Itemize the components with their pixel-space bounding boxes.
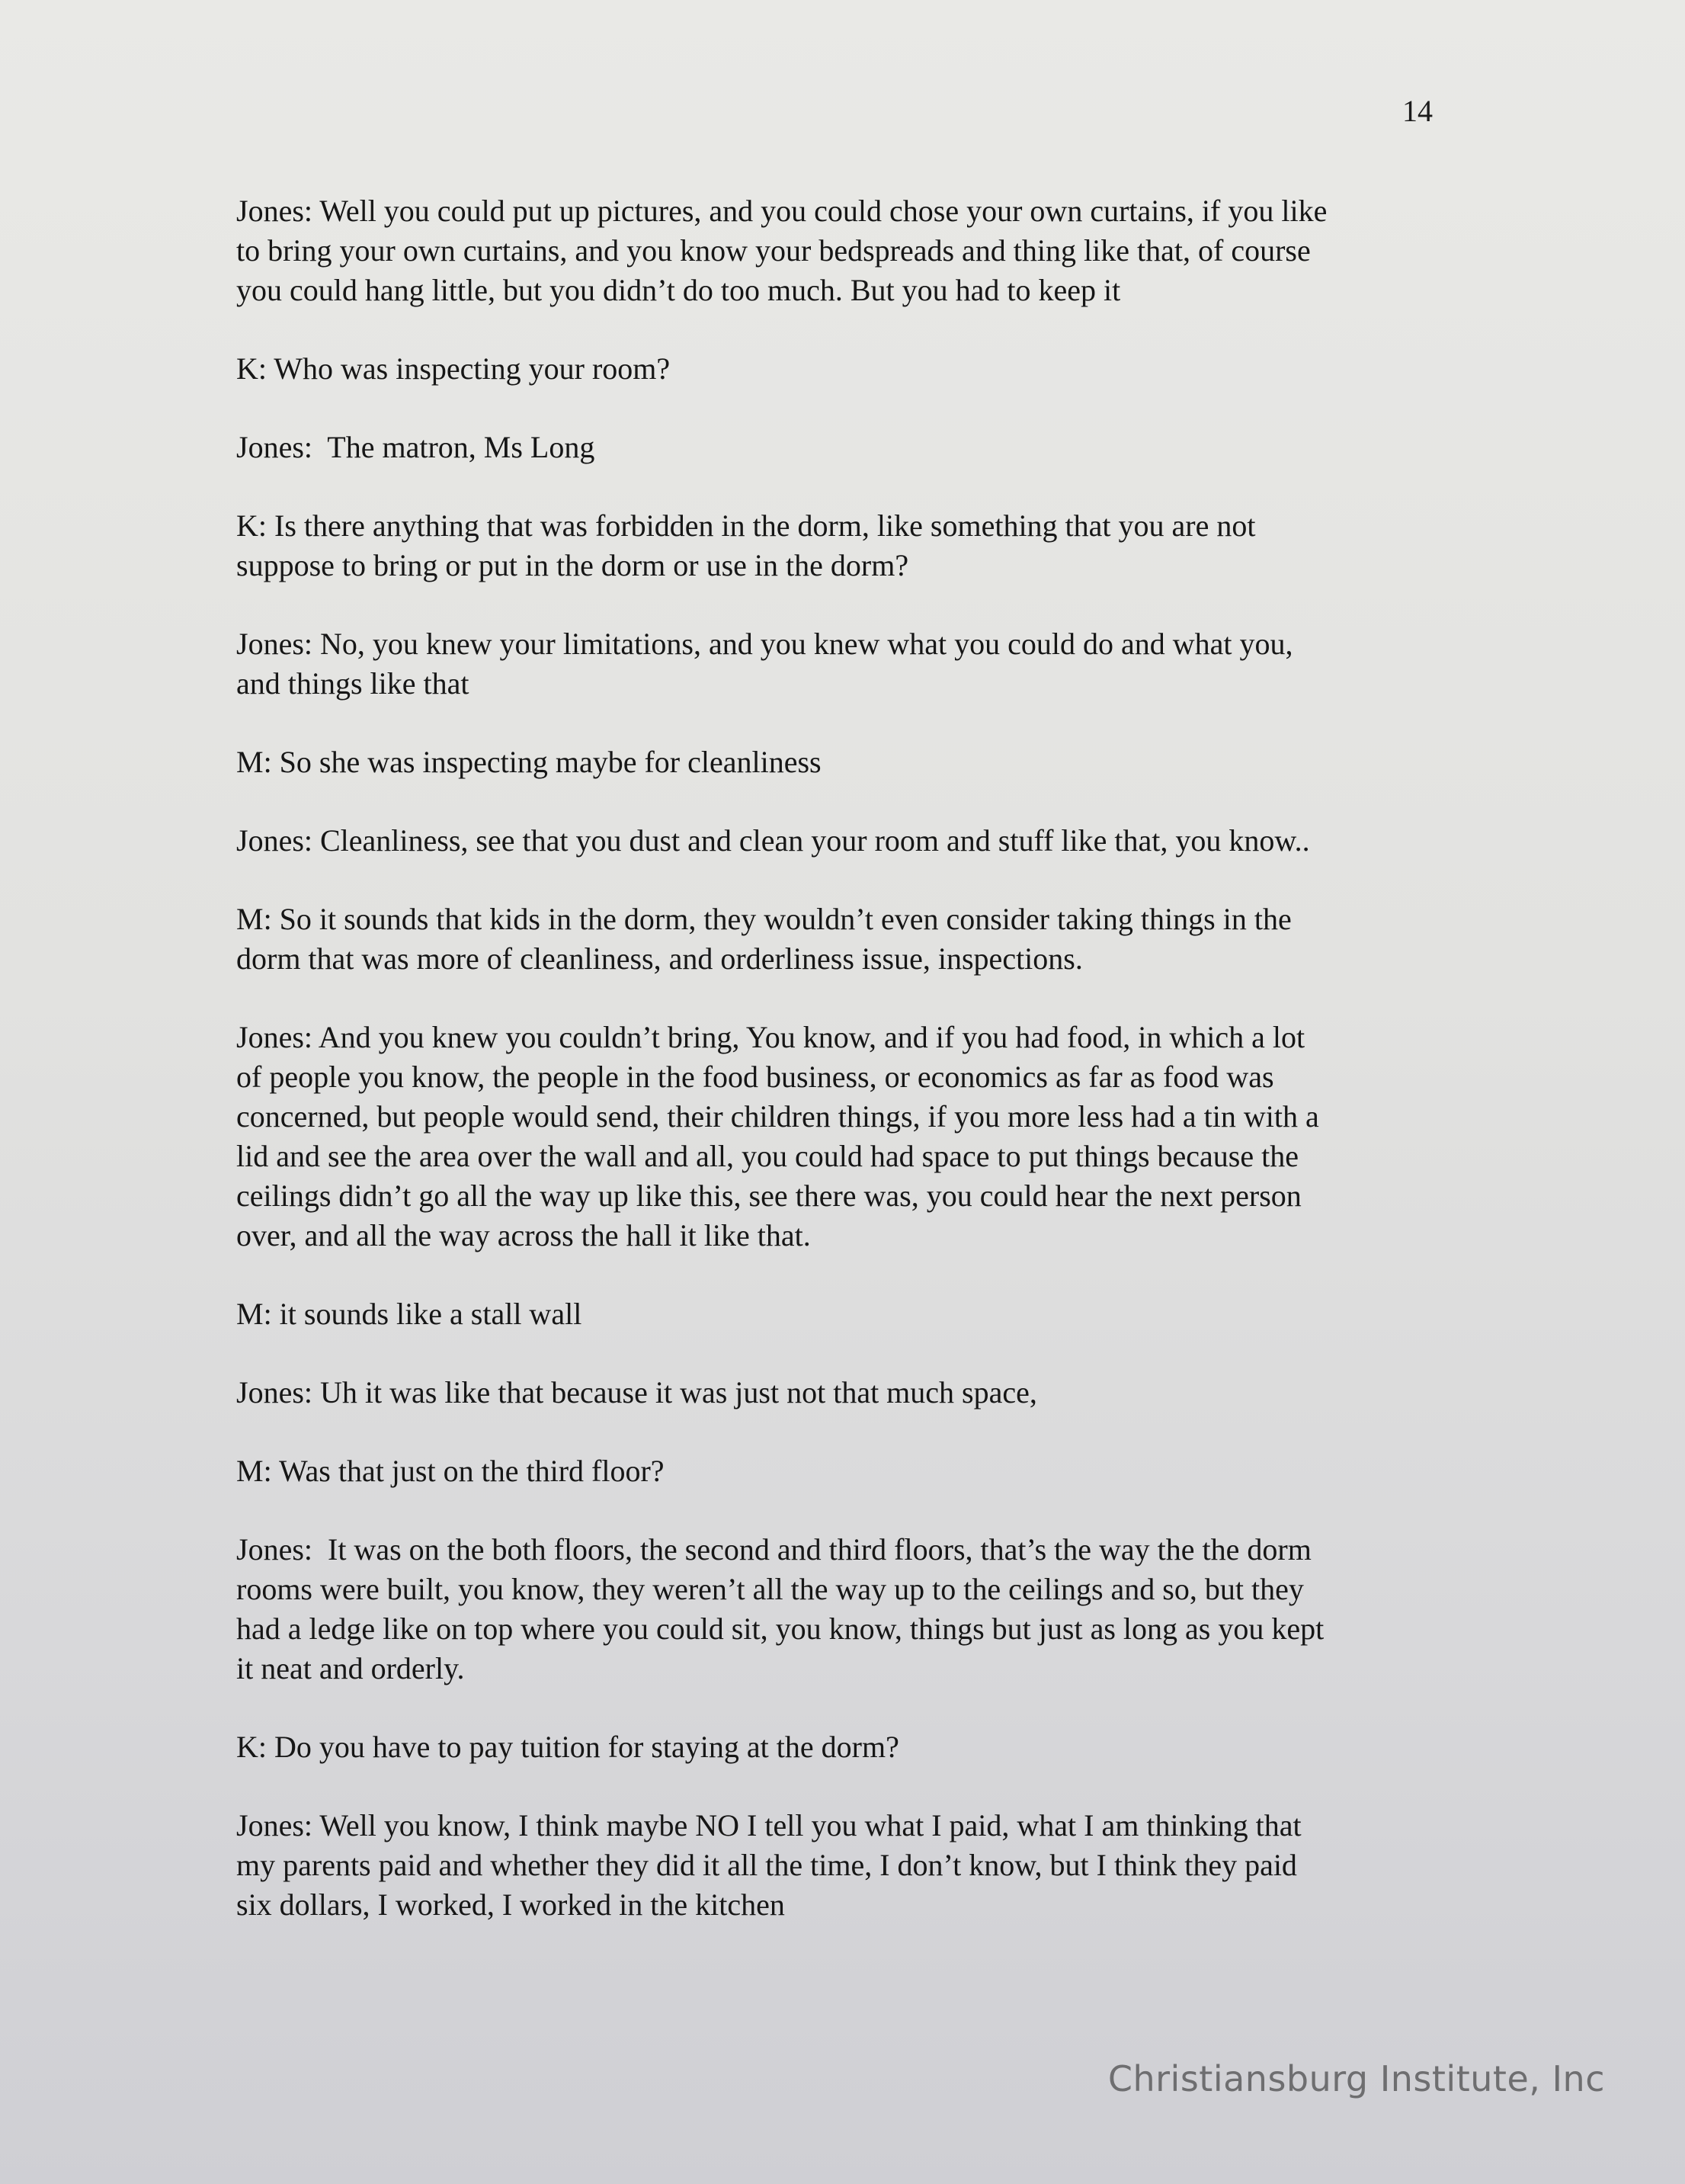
page-number: 14 bbox=[1402, 94, 1433, 128]
transcript-paragraph: K: Who was inspecting your room? bbox=[236, 351, 671, 386]
transcript-paragraph: M: So she was inspecting maybe for cleanliness bbox=[236, 745, 822, 779]
transcript-paragraph: Jones: And you knew you couldn’t bring, You know, and if you had food, in which a lot of people you know, the people in the food business, or economics as far as food was concerned, but people would send, their children things, if you more less had a tin with a lid and see the area over the wall and all, you could had space to put things because the ceilings didn’t go all the way up like this, see there was, you could hear the next person over, and all the way across the hall it like that. bbox=[236, 1020, 1319, 1252]
transcript-paragraph: Jones: Cleanliness, see that you dust and clean your room and stuff like that, you know.. bbox=[236, 823, 1310, 858]
transcript-paragraph: M: Was that just on the third floor? bbox=[236, 1454, 665, 1488]
transcript-paragraph: M: it sounds like a stall wall bbox=[236, 1297, 582, 1331]
transcript-body bbox=[236, 191, 1448, 1964]
transcript-paragraph: Jones: Well you know, I think maybe NO I tell you what I paid, what I am thinking that my parents paid and whether they did it all the time, I don’t know, but I think they paid six dollars, I worked, I worked in the kitchen bbox=[236, 1808, 1302, 1922]
transcript-paragraph: K: Do you have to pay tuition for staying at the dorm? bbox=[236, 1730, 899, 1764]
transcript-paragraph: Jones: The matron, Ms Long bbox=[236, 430, 595, 464]
transcript-paragraph: K: Is there anything that was forbidden in the dorm, like something that you are not suppose to bring or put in the dorm or use in the dorm? bbox=[236, 508, 1256, 582]
transcript-paragraph: M: So it sounds that kids in the dorm, they wouldn’t even consider taking things in the dorm that was more of cleanliness, and orderliness issue, inspections. bbox=[236, 902, 1292, 976]
transcript-paragraph: Jones: Uh it was like that because it was just not that much space, bbox=[236, 1375, 1037, 1409]
transcript-paragraph: Jones: It was on the both floors, the second and third floors, that’s the way the the dorm rooms were built, you know, they weren’t all the way up to the ceilings and so, but they had a ledge like on top where you could sit, you know, things but just as long as you kept it neat and orderly. bbox=[236, 1532, 1325, 1685]
transcript-paragraph: Jones: Well you could put up pictures, and you could chose your own curtains, if you like to bring your own curtains, and you know your bedspreads and thing like that, of course you could hang little, but you didn’t do too much. But you had to keep it bbox=[236, 194, 1328, 307]
watermark-text: Christiansburg Institute, Inc bbox=[1107, 2058, 1605, 2099]
transcript-paragraph: Jones: No, you knew your limitations, and you knew what you could do and what you, and things like that bbox=[236, 627, 1293, 701]
